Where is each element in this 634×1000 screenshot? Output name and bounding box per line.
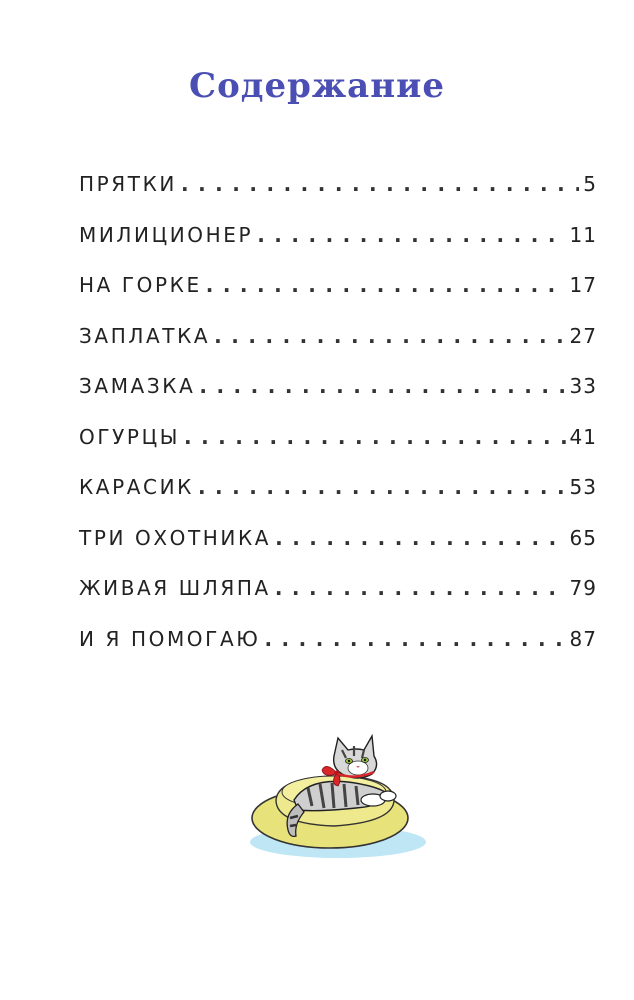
toc-entry-title: ТРИ ОХОТНИКА [79, 525, 272, 550]
toc-entry-title: КАРАСИК [79, 475, 194, 499]
toc-entry[interactable] [79, 273, 597, 324]
table-of-contents [79, 172, 597, 677]
toc-entry[interactable] [79, 324, 597, 375]
dot-leader [257, 223, 565, 247]
toc-entry-title: МИЛИЦИОНЕР [79, 222, 254, 247]
dot-leader [206, 273, 566, 297]
toc-entry-title: ОГУРЦЫ [79, 424, 180, 449]
toc-entry-page: 27 [569, 323, 597, 348]
toc-entry-page: 65 [569, 525, 597, 550]
dot-leader [264, 627, 565, 651]
toc-entry-page: 79 [569, 576, 597, 600]
toc-entry-page: 17 [569, 273, 597, 297]
toc-entry-title: ЗАПЛАТКА [79, 323, 211, 348]
toc-entry[interactable] [79, 576, 597, 627]
toc-entry[interactable] [79, 223, 597, 274]
toc-entry-page: 87 [569, 626, 597, 651]
toc-entry[interactable] [79, 526, 597, 577]
toc-entry-title: ЗАМАЗКА [79, 374, 196, 398]
toc-entry-page: 5 [583, 172, 597, 196]
toc-entry-title: ЖИВАЯ ШЛЯПА [79, 576, 271, 600]
dot-leader [214, 324, 565, 348]
dot-leader [275, 526, 565, 550]
kitten-in-hat-illustration [238, 730, 448, 860]
toc-entry-title: И Я ПОМОГАЮ [79, 626, 261, 651]
toc-entry[interactable] [79, 374, 597, 425]
toc-entry[interactable] [79, 627, 597, 678]
toc-entry-page: 11 [569, 222, 597, 247]
dot-leader [275, 576, 566, 600]
toc-entry-title: ПРЯТКИ [79, 172, 177, 196]
toc-entry[interactable] [79, 475, 597, 526]
toc-entry-page: 33 [569, 374, 597, 398]
page-title: Содержание [189, 66, 445, 106]
dot-leader [184, 425, 566, 449]
toc-entry[interactable] [79, 172, 597, 223]
toc-entry-page: 53 [569, 475, 597, 499]
dot-leader [199, 374, 565, 398]
toc-entry-page: 41 [569, 424, 597, 449]
dot-leader [181, 172, 579, 196]
dot-leader [198, 475, 566, 499]
toc-entry-title: НА ГОРКЕ [79, 273, 202, 297]
toc-entry[interactable] [79, 425, 597, 476]
ribbon-bow [322, 766, 336, 775]
